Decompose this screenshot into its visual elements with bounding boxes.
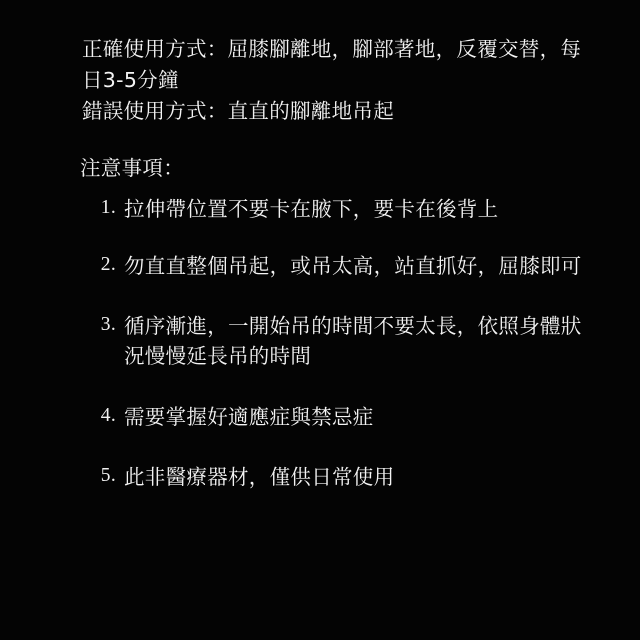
note-text: 拉伸帶位置不要卡在腋下，要卡在後背上 — [124, 197, 499, 222]
intro-block — [82, 34, 600, 127]
list-item — [82, 251, 600, 281]
list-item — [82, 462, 600, 492]
notes-list — [82, 194, 600, 492]
list-item — [82, 402, 600, 432]
intro-line-correct-usage: 正確使用方式：屈膝腳離地，腳部著地，反覆交替，每日3-5分鐘 — [82, 37, 582, 93]
list-item — [82, 311, 600, 372]
note-text: 勿直直整個吊起，或吊太高，站直抓好，屈膝即可 — [124, 253, 582, 278]
intro-line-incorrect-usage: 錯誤使用方式：直直的腳離地吊起 — [82, 99, 394, 124]
note-text: 此非醫療器材，僅供日常使用 — [124, 464, 395, 489]
section-spacer — [82, 127, 600, 153]
notes-heading: 注意事項： — [80, 156, 184, 181]
list-item — [82, 194, 600, 224]
note-text: 需要掌握好適應症與禁忌症 — [124, 404, 374, 429]
note-text: 循序漸進，一開始吊的時間不要太長，依照身體狀況慢慢延長吊的時間 — [124, 313, 582, 369]
